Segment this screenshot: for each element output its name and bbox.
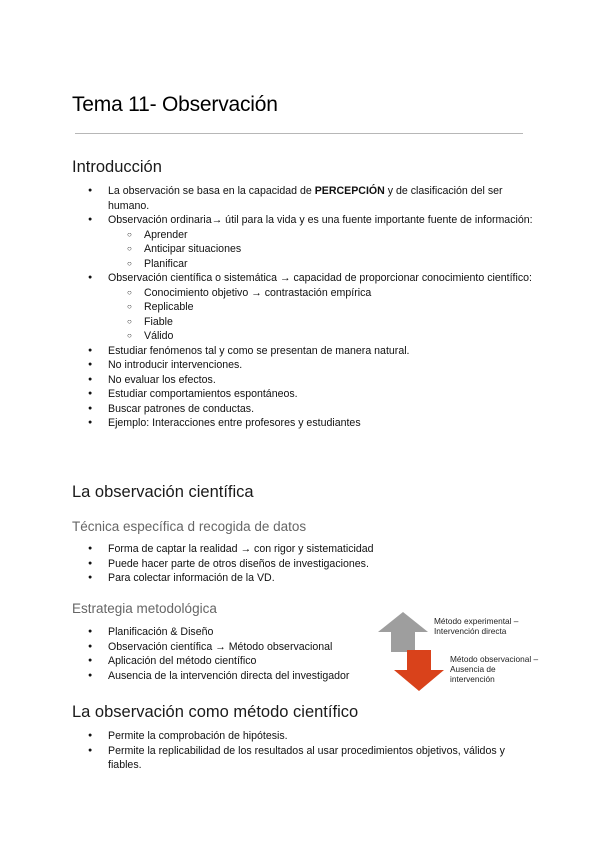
list-item: ● Estudiar fenómenos tal y como se presentan de manera natural. bbox=[108, 344, 533, 359]
experimental-method-label: Método experimental – Intervención directa bbox=[434, 616, 519, 636]
sublist-item: ○ Replicable bbox=[144, 300, 533, 315]
page-title: Tema 11- Observación bbox=[72, 93, 278, 116]
up-arrow-icon bbox=[378, 612, 428, 652]
sublist-item: ○ Válido bbox=[144, 329, 533, 344]
sublist-item: ○ Aprender bbox=[144, 228, 533, 243]
subheading-estrategia: Estrategia metodológica bbox=[72, 601, 217, 616]
list-item: ● Aplicación del método científico bbox=[108, 654, 378, 669]
list-item: ● Ausencia de la intervención directa del investigador bbox=[108, 669, 378, 684]
list-item: ● Observación ordinaria→ útil para la vida y es una fuente importante fuente de información: ○ Aprender ○ Anticipar situaciones ○ Planificar bbox=[108, 213, 533, 271]
perception-emphasis: PERCEPCIÓN bbox=[314, 185, 385, 197]
subheading-tecnica: Técnica específica d recogida de datos bbox=[72, 519, 307, 534]
list-item: ● Forma de captar la realidad → con rigor y sistematicidad bbox=[108, 542, 533, 557]
sublist-item: ○ Planificar bbox=[144, 257, 533, 272]
list-item: ● Permite la comprobación de hipótesis. bbox=[108, 729, 533, 744]
tecnica-list bbox=[108, 542, 533, 586]
list-item: ● Planificación & Diseño bbox=[108, 625, 378, 640]
list-item: ● No introducir intervenciones. bbox=[108, 358, 533, 373]
title-divider bbox=[75, 133, 523, 134]
sublist-item: ○ Fiable bbox=[144, 315, 533, 330]
heading-metodo-cientifico: La observación como método científico bbox=[72, 703, 359, 721]
list-item: ● Permite la replicabilidad de los resultados al usar procedimientos objetivos, válidos y fiables. bbox=[108, 744, 533, 773]
observational-method-label: Método observacional – Ausencia de intervención bbox=[450, 654, 539, 684]
sublist-item: ○ Anticipar situaciones bbox=[144, 242, 533, 257]
list-item: ● Observación científica → Método observacional bbox=[108, 640, 378, 655]
list-item: ● Estudiar comportamientos espontáneos. bbox=[108, 387, 533, 402]
intro-list bbox=[108, 184, 533, 431]
method-arrows-figure bbox=[378, 612, 558, 692]
sublist-ordinaria bbox=[108, 228, 533, 272]
metodo-list bbox=[108, 729, 533, 773]
list-item: ● Ejemplo: Interacciones entre profesores y estudiantes bbox=[108, 416, 533, 431]
list-item: ● La observación se basa en la capacidad de PERCEPCIÓN y de clasificación del ser humano. bbox=[108, 184, 533, 213]
heading-observacion-cientifica: La observación científica bbox=[72, 483, 254, 501]
estrategia-list bbox=[108, 625, 378, 683]
list-item: ● Observación científica o sistemática → capacidad de proporcionar conocimiento científico: ○ Conocimiento objetivo → contrastación empírica ○ Replicable ○ Fiable ○ Válido bbox=[108, 271, 533, 344]
sublist-cientifica bbox=[108, 286, 533, 344]
heading-introduccion: Introducción bbox=[72, 158, 162, 176]
list-item: ● Buscar patrones de conductas. bbox=[108, 402, 533, 417]
list-item: ● Para colectar información de la VD. bbox=[108, 571, 533, 586]
down-arrow-icon bbox=[394, 650, 444, 691]
list-item: ● Puede hacer parte de otros diseños de investigaciones. bbox=[108, 557, 533, 572]
sublist-item: ○ Conocimiento objetivo → contrastación empírica bbox=[144, 286, 533, 301]
list-item: ● No evaluar los efectos. bbox=[108, 373, 533, 388]
